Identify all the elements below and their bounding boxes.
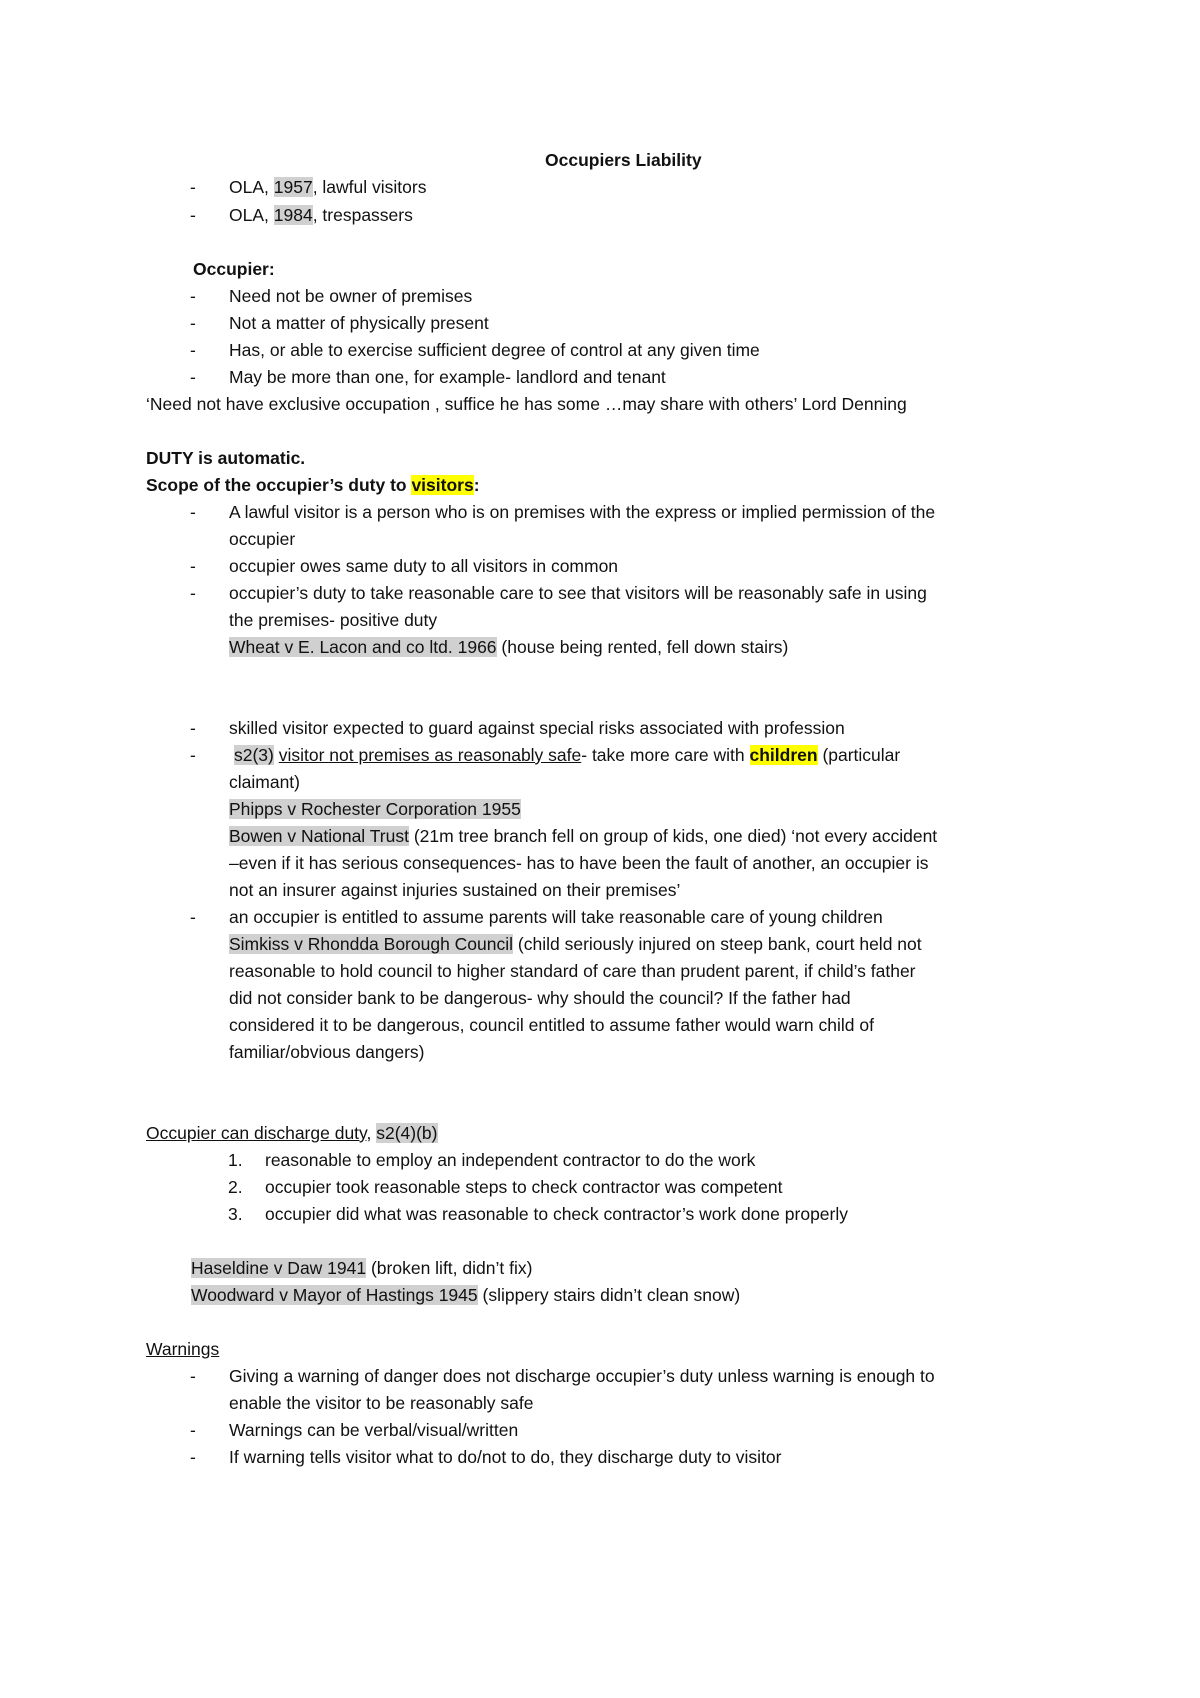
case-note: (child seriously injured on steep bank, court held not <box>513 934 922 954</box>
list-number: 2. <box>228 1177 243 1197</box>
separator: , <box>366 1123 377 1143</box>
case-simkiss-cont: did not consider bank to be dangerous- why should the council? If the father had <box>229 988 851 1008</box>
case-simkiss-cont: familiar/obvious dangers) <box>229 1042 425 1062</box>
section-ref: s2(3) <box>234 745 274 765</box>
duty-point-s23 <box>234 743 900 767</box>
discharge-item: occupier took reasonable steps to check contractor was competent <box>265 1177 783 1197</box>
bullet-dash: - <box>190 1447 196 1467</box>
document-title: Occupiers Liability <box>545 150 702 170</box>
act-1984 <box>229 203 413 227</box>
discharge-item: occupier did what was reasonable to check contractor’s work done properly <box>265 1204 848 1224</box>
act-year: 1957 <box>273 177 313 197</box>
case-phipps <box>229 797 521 821</box>
case-name: Woodward v Mayor of Hastings 1945 <box>191 1285 478 1305</box>
bullet-dash: - <box>190 340 196 360</box>
case-note: (21m tree branch fell on group of kids, one died) ‘not every accident <box>408 826 938 846</box>
bullet-dash: - <box>190 367 196 387</box>
occupier-point: Need not be owner of premises <box>229 286 473 306</box>
duty-point-cont: the premises- positive duty <box>229 610 438 630</box>
list-number: 3. <box>228 1204 243 1224</box>
occupier-point: Has, or able to exercise sufficient degree of control at any given time <box>229 340 760 360</box>
act-desc: , lawful visitors <box>312 177 427 197</box>
duty-point-cont: occupier <box>229 529 296 549</box>
warning-point: Warnings can be verbal/visual/written <box>229 1420 519 1440</box>
underlined-text: visitor not premises as reasonably safe <box>278 745 582 765</box>
case-bowen <box>229 824 937 848</box>
duty-point-cont: claimant) <box>229 772 300 792</box>
point-text: (particular <box>817 745 901 765</box>
act-label: OLA, <box>229 177 274 197</box>
duty-point: an occupier is entitled to assume parents will take reasonable care of young children <box>229 907 883 927</box>
occupier-point: Not a matter of physically present <box>229 313 489 333</box>
bullet-dash: - <box>190 583 196 603</box>
bullet-dash: - <box>190 745 196 765</box>
discharge-heading <box>146 1121 438 1145</box>
bullet-dash: - <box>190 286 196 306</box>
case-bowen-cont: not an insurer against injuries sustained on their premises’ <box>229 880 681 900</box>
act-year: 1984 <box>273 205 313 225</box>
case-note: (house being rented, fell down stairs) <box>496 637 789 657</box>
case-simkiss-cont: considered it to be dangerous, council entitled to assume father would warn child of <box>229 1015 874 1035</box>
warning-point: If warning tells visitor what to do/not to do, they discharge duty to visitor <box>229 1447 782 1467</box>
denning-quote: ‘Need not have exclusive occupation , suffice he has some …may share with others’ Lord Denning <box>146 394 907 414</box>
highlight-visitors: visitors <box>411 475 474 495</box>
case-name: Simkiss v Rhondda Borough Council <box>229 934 514 954</box>
discharge-item: reasonable to employ an independent contractor to do the work <box>265 1150 756 1170</box>
point-text: - take more care with <box>581 745 750 765</box>
bullet-dash: - <box>190 502 196 522</box>
case-name: Phipps v Rochester Corporation 1955 <box>229 799 521 819</box>
duty-point: A lawful visitor is a person who is on premises with the express or implied permission of the <box>229 502 936 522</box>
bullet-dash: - <box>190 177 196 197</box>
bullet-dash: - <box>190 313 196 333</box>
case-note: (broken lift, didn’t fix) <box>366 1258 533 1278</box>
section-ref: s2(4)(b) <box>376 1123 438 1143</box>
case-woodward <box>191 1283 740 1307</box>
duty-scope-heading <box>146 473 480 497</box>
heading-text: Occupier can discharge duty <box>146 1123 367 1143</box>
bullet-dash: - <box>190 1366 196 1386</box>
bullet-dash: - <box>190 205 196 225</box>
case-haseldine <box>191 1256 532 1280</box>
bullet-dash: - <box>190 718 196 738</box>
warning-point: Giving a warning of danger does not discharge occupier’s duty unless warning is enough to <box>229 1366 935 1386</box>
case-note: (slippery stairs didn’t clean snow) <box>477 1285 741 1305</box>
bullet-dash: - <box>190 556 196 576</box>
bullet-dash: - <box>190 907 196 927</box>
act-label: OLA, <box>229 205 274 225</box>
duty-automatic: DUTY is automatic. <box>146 448 306 468</box>
warnings-heading: Warnings <box>146 1339 220 1359</box>
duty-point: occupier’s duty to take reasonable care to see that visitors will be reasonably safe in using <box>229 583 927 603</box>
case-wheat <box>229 635 788 659</box>
case-simkiss <box>229 932 922 956</box>
scope-text: Scope of the occupier’s duty to <box>146 475 412 495</box>
act-desc: , trespassers <box>312 205 413 225</box>
highlight-children: children <box>749 745 818 765</box>
case-name: Wheat v E. Lacon and co ltd. 1966 <box>229 637 497 657</box>
duty-point: skilled visitor expected to guard against special risks associated with profession <box>229 718 845 738</box>
case-name: Bowen v National Trust <box>229 826 409 846</box>
act-1957 <box>229 175 426 199</box>
list-number: 1. <box>228 1150 243 1170</box>
case-simkiss-cont: reasonable to hold council to higher standard of care than prudent parent, if child’s father <box>229 961 916 981</box>
warning-point-cont: enable the visitor to be reasonably safe <box>229 1393 534 1413</box>
occupier-heading: Occupier: <box>193 259 275 279</box>
case-name: Haseldine v Daw 1941 <box>191 1258 367 1278</box>
scope-colon: : <box>473 475 480 495</box>
case-bowen-cont: –even if it has serious consequences- has to have been the fault of another, an occupier is <box>229 853 929 873</box>
duty-point: occupier owes same duty to all visitors in common <box>229 556 619 576</box>
bullet-dash: - <box>190 1420 196 1440</box>
occupier-point: May be more than one, for example- landlord and tenant <box>229 367 666 387</box>
